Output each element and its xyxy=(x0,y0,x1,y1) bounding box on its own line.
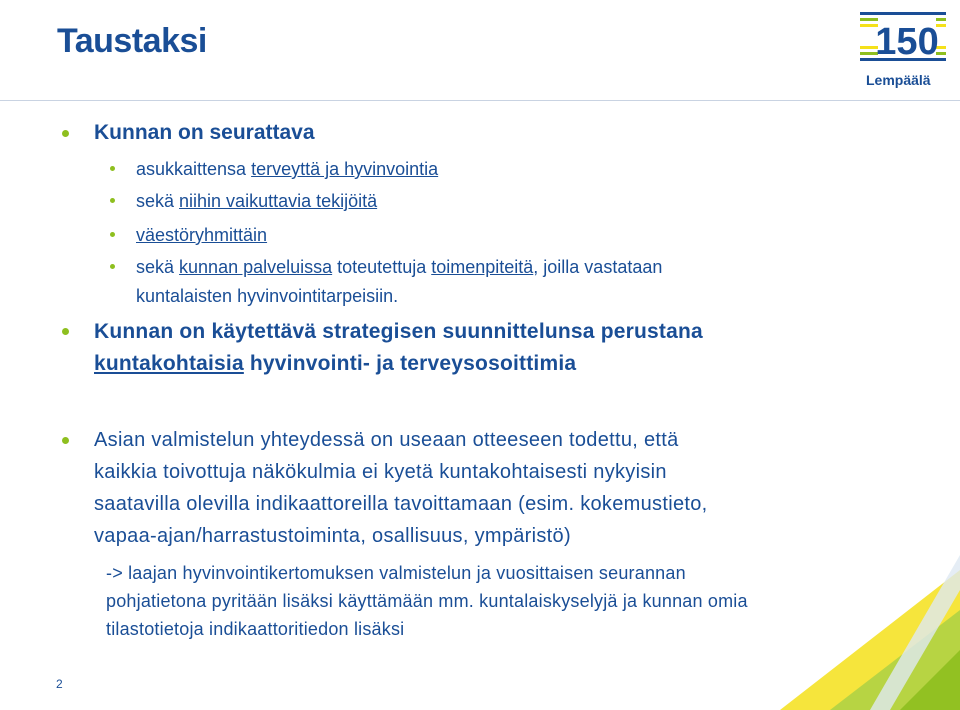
sub-bullet-dot xyxy=(110,166,115,171)
sub-item-4: sekä kunnan palveluissa toteutettuja toimenpiteitä, joilla vastataan xyxy=(136,257,663,277)
sub-bullet-dot xyxy=(110,198,115,203)
sub-item-3: väestöryhmittäin xyxy=(136,225,268,245)
bullet-dot xyxy=(62,437,69,444)
bullet-dot xyxy=(62,328,69,335)
paragraph-line-2: kaikkia toivottuja näkökulmia ei kyetä kuntakohtaisesti nykyisin xyxy=(94,461,667,483)
sub-item-1: asukkaittensa terveyttä ja hyvinvointia xyxy=(136,159,439,179)
bullet-heading-2-line2: kuntakohtaisia hyvinvointi- ja terveysosoittimia xyxy=(94,352,577,375)
note-line-3: tilastotietoja indikaattoritiedon lisäksi xyxy=(106,619,405,639)
slide-title: Taustaksi xyxy=(57,22,207,60)
paragraph-line-3: saatavilla olevilla indikaattoreilla tavoittamaan (esim. kokemustieto, xyxy=(94,493,708,515)
sub-bullet-dot xyxy=(110,264,115,269)
bullet-dot xyxy=(62,130,69,137)
logo-caption: Lempäälä xyxy=(866,72,931,88)
sub-bullet-dot xyxy=(110,232,115,237)
header-divider xyxy=(0,100,960,101)
note-line-1: -> laajan hyvinvointikertomuksen valmistelun ja vuosittaisen seurannan xyxy=(106,563,686,583)
sub-item-4-continuation: kuntalaisten hyvinvointitarpeisiin. xyxy=(136,286,399,306)
decorative-swoosh xyxy=(740,550,960,710)
bullet-heading-1: Kunnan on seurattava xyxy=(94,121,315,144)
sub-item-2: sekä niihin vaikuttavia tekijöitä xyxy=(136,191,378,211)
note-line-2: pohjatietona pyritään lisäksi käyttämään mm. kuntalaiskyselyjä ja kunnan omia xyxy=(106,591,748,611)
paragraph-line-4: vapaa-ajan/harrastustoiminta, osallisuus, ympäristö) xyxy=(94,525,571,547)
page-number: 2 xyxy=(56,677,63,691)
bullet-heading-2-line1: Kunnan on käytettävä strategisen suunnittelunsa perustana xyxy=(94,320,703,343)
logo-number: 150 xyxy=(875,21,939,63)
paragraph-line-1: Asian valmistelun yhteydessä on useaan otteeseen todettu, että xyxy=(94,429,679,451)
